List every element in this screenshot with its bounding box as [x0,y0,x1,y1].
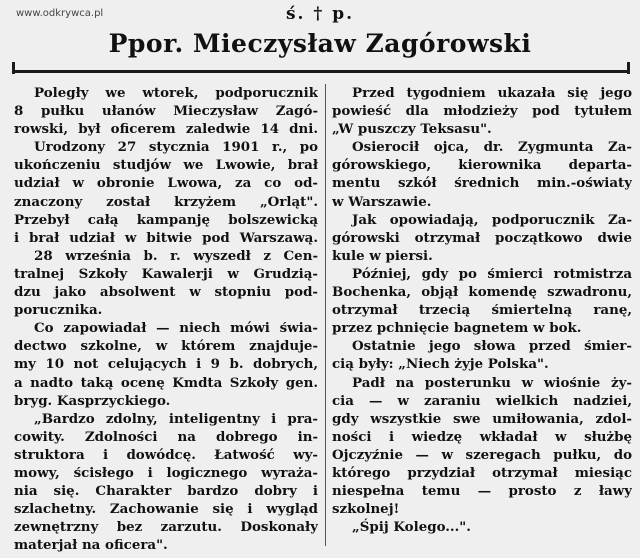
text-line: którego przydział otrzymał miesiąc [332,464,632,481]
text-line: Poległy we wtorek, podporucznik [34,85,318,101]
text-line: dzu jako absolwent w stopniu pod- [14,284,318,301]
text-line: „Bardzo zdolny, inteligentny i pra- [34,410,318,427]
text-line: „Śpij Kolego...". [352,519,471,536]
text-line: dectwo szkolne, w którem znajduje- [14,338,318,355]
obituary-mark: ś. † p. [285,4,355,24]
text-line: udział w obronie Lwowa, za co od- [14,175,318,192]
text-line: powieść dla młodzieży pod tytułem [332,103,632,120]
text-line: otrzymał trzecią śmiertelną ranę, [332,302,632,319]
text-line: my 10 not celujących i 9 b. dobrych, [14,356,318,373]
text-line: ności i wiedzę wkładał w służbę [332,428,632,445]
text-line: Padł na posterunku w wiośnie ży- [352,374,632,391]
text-line: Przebył całą kampanję bolszewicką [14,211,318,228]
text-line: a nadto taką ocenę Kmdta Szkoły gen. [14,374,318,391]
text-line: przez pchnięcie bagnetem w bok. [332,320,582,337]
text-line: Osierocił ojca, dr. Zygmunta Za- [352,139,632,156]
text-line: w Warszawie. [332,193,432,210]
text-line: niespełna temu — prosto z ławy [332,483,632,500]
title-rule [12,70,630,73]
rule-cap-right [627,62,630,74]
text-line: znaczony został krzyżem „Orląt". [14,193,318,210]
text-line: bryg. Kasprzyckiego. [14,392,171,409]
text-line: ukończeniu studjów we Lwowie, brał [14,157,318,174]
text-line: Bochenka, objął komendę szwadronu, [332,284,632,301]
text-line: „W puszczy Teksasu". [332,121,492,138]
right-column [332,84,632,536]
text-line: tralnej Szkoły Kawalerji w Grudzią- [14,265,318,282]
column-divider [325,84,326,546]
left-column [14,84,318,554]
text-line: Ostatnie jego słowa przed śmier- [352,338,632,355]
text-line: Później, gdy po śmierci rotmistrza [352,265,632,282]
text-line: cia — w zaraniu wielkich nadziei, [332,392,632,409]
text-line: cią były: „Niech żyje Polska". [332,356,549,373]
text-line: struktora i dowódcę. Łatwość wy- [14,446,318,463]
text-line: gdy wszystkie swe umiłowania, zdol- [332,410,632,427]
text-line: porucznika. [14,302,103,319]
text-line: górowski otrzymał początkowo dwie [332,229,632,246]
text-line: materjał na oficera". [14,537,168,554]
text-line: Jak opowiadają, podporucznik Za- [352,211,632,228]
text-line: mowy, ścisłego i logicznego wyraża- [14,464,318,481]
text-line: górowskiego, kierownika departa- [332,157,632,174]
text-line: szkolnej! [332,501,400,518]
text-line: nia się. Charakter bardzo dobry i [14,483,318,500]
text-line: Ojczyźnie — w szeregach pułku, do [332,446,632,463]
text-line: 28 września b. r. wyszedł z Cen- [34,247,318,264]
text-line: kule w piersi. [332,247,433,264]
obituary-title: Ppor. Mieczysław Zagórowski [108,29,532,58]
text-line: i brał udział w bitwie pod Warszawą. [14,229,318,246]
watermark: www.odkrywca.pl [16,8,104,19]
text-line: Urodzony 27 stycznia 1901 r., po [34,139,318,156]
text-line: szlachetny. Zachowanie się i wygląd [14,501,318,518]
text-line: Co zapowiadał — niech mówi świa- [34,320,318,337]
text-line: Przed tygodniem ukazała się jego [352,85,632,101]
text-line: mentu szkół średnich min.-oświaty [332,175,632,192]
text-line: 8 pułku ułanów Mieczysław Zagó- [14,103,318,120]
text-line: cowity. Zdolności na dobrego in- [14,428,318,445]
text-line: rowski, był oficerem zaledwie 14 dni. [14,121,318,138]
text-line: zewnętrzny bez zarzutu. Doskonały [14,519,318,536]
